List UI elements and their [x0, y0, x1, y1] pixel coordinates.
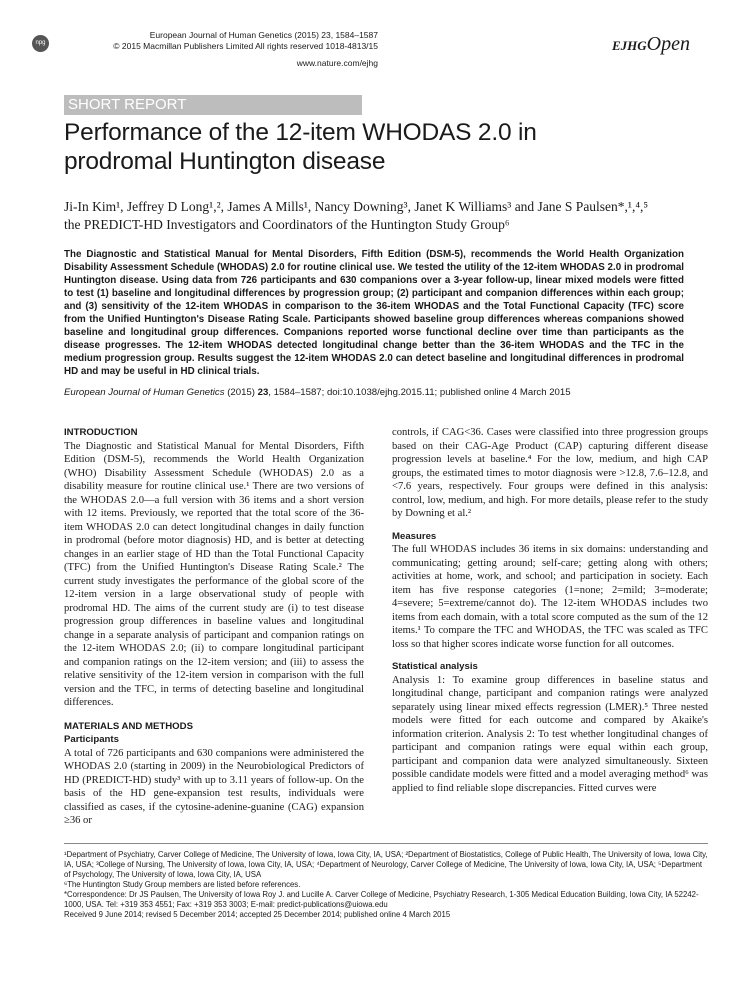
journal-citation-line: European Journal of Human Genetics (2015) 23, 1584–1587: [149, 30, 378, 40]
citation-year: (2015): [224, 387, 258, 398]
statistical-analysis-heading: Statistical analysis: [392, 661, 478, 672]
authors-line-1: Ji-In Kim¹, Jeffrey D Long¹,², James A Mills¹, Nancy Downing³, Janet K Williams³ and Jane S Paulsen*,¹,⁴,⁵: [64, 199, 649, 214]
right-column: [392, 426, 708, 795]
participants-text-continued: controls, if CAG<36. Cases were classified into three progression groups based on their CAG-Age Product (CAP) capturing different disease progression levels at baseline.⁴ For the low, medium, and high CAP groups, the estimated times to motor diagnosis were >12.8, 7.6–12.8, and <7.6 years, respectively. Four groups were defined in this analysis: control, low, medium, and high. For more details, please refer to the study by Downing et al.²: [392, 427, 708, 519]
statistical-analysis-text: Analysis 1: To examine group differences in baseline status and longitudinal change, participant and companion ratings were analyzed separately using linear mixed effects regression (LMER).⁵ Three nested models were fitted for each outcome and compared by Akaike's information criterion. Analysis 2: To test whether longitudinal changes of participant and companion ratings were equal within each group, participant and companion data were analyzed simultaneously. Sixteen possible candidate models were fitted and a model averaging method⁶ was applied to find reliable slope discrepancies. Fitted curves were: [392, 674, 708, 794]
publisher-logo: npg: [32, 35, 49, 52]
citation-doi: , 1584–1587; doi:10.1038/ejhg.2015.11; published online 4 March 2015: [268, 387, 571, 398]
citation-volume: 23: [257, 387, 269, 398]
journal-info: [48, 30, 378, 52]
affiliations: ¹Department of Psychiatry, Carver College of Medicine, The University of Iowa, Iowa City, IA, USA; ²Department of Biostatistics, College of Public Health, The University of Iowa, Iowa City, IA, USA; ³College of Nursing, The University of Iowa, Iowa City, IA, USA; ⁴Department of Neurology, Carver College of Medicine, The University of Iowa, Iowa City, IA, USA; ⁵Department of Psychology, The University of Iowa, Iowa City, IA, USA: [64, 850, 708, 879]
participants-text: A total of 726 participants and 630 companions were administered the WHODAS 2.0 (starting in 2009) in the Neurobiological Predictors of HD (PREDICT-HD) study³ with up to 3.11 years of follow-up. On the basis of the HD gene-expansion test results, individuals were classified as cases, if the cytosine-adenine-guanine (CAG) expansion ≥36 or: [64, 747, 364, 826]
introduction-text: The Diagnostic and Statistical Manual for Mental Disorders, Fifth Edition (DSM-5), recommends the World Health Organization (WHO) Disability Assessment Schedule (WHODAS) 2.0 as a disability measure for routine clinical use.¹ There are two versions of the WHODAS 2.0—a full version with 36 items and a short version with 12 items. Previously, we reported that the total score of the 36-item WHODAS 2.0 can detect longitudinal changes in daily function in prodromal (before motor diagnosis) HD, and is better at detecting changes in an earlier stage of HD than the Total Functional Capacity (TFC) from the Unified Huntington's Disease Rating Scale.² The current study investigates the performance of the global score of the 12-item version in a large observational study of people with prodromal HD. The aims of the current study are (i) to test disease progression group differences in baseline values and longitudinal change in a separate analysis of participant and companion ratings on the 12-item WHODAS 2.0; (ii) to compare longitudinal participant and companion ratings on the 12-item version; and (iii) to assess the relative sensitivity of the 12-item version in comparison with the full version and the TFC, in terms of detecting baseline and longitudinal differences.: [64, 440, 364, 708]
methods-heading: MATERIALS AND METHODS: [64, 720, 193, 732]
correspondence: *Correspondence: Dr JS Paulsen, The University of Iowa Roy J. and Lucille A. Carver College of Medicine, Psychiatry Research, 1-305 Medical Education Building, Iowa City, IA 52242-1000, USA. Tel: +319 353 4551; Fax: +319 353 3003; E-mail: predict-publications@uiowa.edu: [64, 890, 699, 909]
footnote-divider: [64, 843, 708, 844]
footnotes: [64, 850, 708, 920]
article-type-label: SHORT REPORT: [64, 95, 362, 115]
authors-line-2: the PREDICT-HD Investigators and Coordinators of the Huntington Study Group⁶: [64, 217, 510, 232]
abstract: The Diagnostic and Statistical Manual for Mental Disorders, Fifth Edition (DSM-5), recommends the World Health Organization Disability Assessment Schedule (WHODAS) 2.0 for routine clinical use. We tested the utility of the 12-item WHODAS 2.0 in prodromal Huntington disease. Using data from 726 participants and 630 companions over a 3-year follow-up, linear mixed models were fitted to test (1) baseline and longitudinal differences by progression group; (2) participant and companion differences within each group; and (3) sensitivity of the 12-item WHODAS in comparison to the 36-item WHODAS and the Total Functional Capacity (TFC) score from the Unified Huntington's Disease Rating Scale. Participants showed baseline group differences whereas companions showed baseline and longitudinal group differences. Companions reported worse functional decline over time than participants as the disease progresses. The 12-item WHODAS detected longitudinal change better than the 36-item WHODAS and the TFC in the medium progression group. Results suggest the 12-item WHODAS 2.0 can detect baseline and longitudinal differences in prodromal HD and may be useful in HD clinical trials.: [64, 249, 684, 377]
left-column: [64, 426, 364, 828]
author-list: [64, 198, 704, 234]
introduction-heading: INTRODUCTION: [64, 427, 138, 438]
measures-heading: Measures: [392, 530, 437, 542]
article-title: [64, 118, 644, 176]
study-group-note: ⁶The Huntington Study Group members are listed before references.: [64, 880, 301, 889]
brand-sup: Open: [646, 33, 690, 55]
title-line-1: Performance of the 12-item WHODAS 2.0 in: [64, 119, 537, 146]
title-line-2: prodromal Huntington disease: [64, 148, 386, 175]
measures-text: The full WHODAS includes 36 items in six domains: understanding and communicating; getting around; self-care; getting along with others; activities at home, work, and school; and participation in society. Each item has five response categories (1=none; 2=mild; 3=moderate; 4=severe; 5=extreme/cannot do). The 12-item WHODAS includes two items from each domain, with a total score computed as the sum of the 12 items.¹ To compare the TFC and WHODAS, the TFC was scaled as TFC loss so that higher scores indicate worse function for all outcomes.: [392, 544, 708, 650]
citation-journal: European Journal of Human Genetics: [64, 387, 225, 398]
copyright-line: © 2015 Macmillan Publishers Limited All rights reserved 1018-4813/15: [113, 41, 378, 51]
journal-url[interactable]: www.nature.com/ejhg: [296, 58, 378, 68]
brand-main: EJHG: [612, 38, 647, 53]
journal-brand-logo: [612, 33, 690, 56]
article-citation: [64, 386, 704, 399]
received-dates: Received 9 June 2014; revised 5 December 2014; accepted 25 December 2014; published online 4 March 2015: [64, 910, 451, 919]
participants-heading: Participants: [64, 734, 119, 745]
